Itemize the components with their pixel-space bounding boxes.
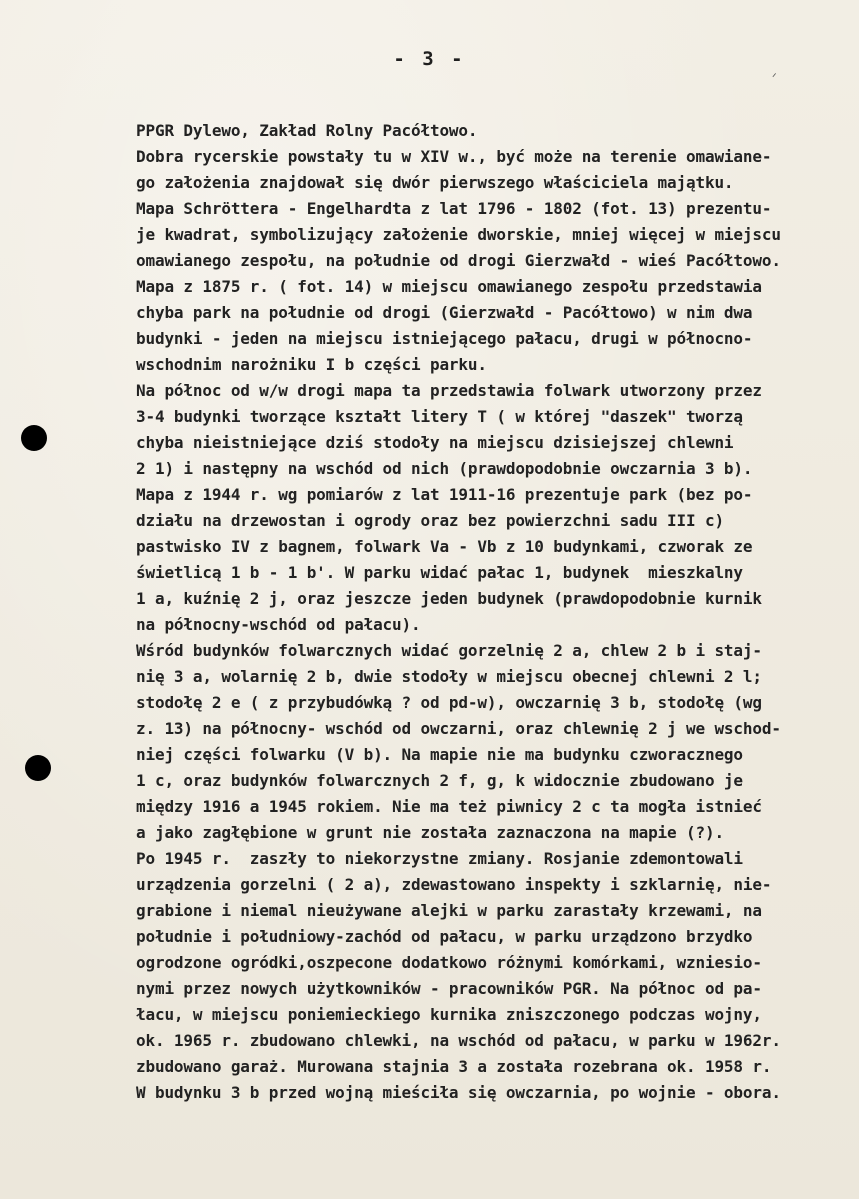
text-line: Na północ od w/w drogi mapa ta przedstawia folwark utworzony przez: [136, 381, 762, 400]
text-line: 1 a, kuźnię 2 j, oraz jeszcze jeden budynek (prawdopodobnie kurnik: [136, 589, 762, 608]
page-number: - 3 -: [393, 48, 466, 70]
text-line: niej części folwarku (V b). Na mapie nie ma budynku czworacznego: [136, 745, 743, 764]
text-line: budynki - jeden na miejscu istniejącego pałacu, drugi w północno-: [136, 329, 753, 348]
text-line: świetlicą 1 b - 1 b'. W parku widać pałac 1, budynek mieszkalny: [136, 563, 743, 582]
text-line: Po 1945 r. zaszły to niekorzystne zmiany. Rosjanie zdemontowali: [136, 849, 743, 868]
text-line: zbudowano garaż. Murowana stajnia 3 a została rozebrana ok. 1958 r.: [136, 1057, 772, 1076]
text-line: a jako zagłębione w grunt nie została zaznaczona na mapie (?).: [136, 823, 724, 842]
text-line: Mapa z 1875 r. ( fot. 14) w miejscu omawianego zespołu przedstawia: [136, 277, 762, 296]
text-line: go założenia znajdował się dwór pierwszego właściciela majątku.: [136, 173, 734, 192]
text-line: stodołę 2 e ( z przybudówką ? od pd-w), owczarnię 3 b, stodołę (wg: [136, 693, 762, 712]
text-line: łacu, w miejscu poniemieckiego kurnika zniszczonego podczas wojny,: [136, 1005, 762, 1024]
text-line: na północny-wschód od pałacu).: [136, 615, 421, 634]
text-line: 3-4 budynki tworzące kształt litery T ( w której "daszek" tworzą: [136, 407, 743, 426]
text-line: omawianego zespołu, na południe od drogi Gierzwałd - wieś Pacółtowo.: [136, 251, 781, 270]
text-line: chyba nieistniejące dziś stodoły na miejscu dzisiejszej chlewni: [136, 433, 734, 452]
stray-pen-mark: ᐟ: [772, 71, 777, 84]
text-line: pastwisko IV z bagnem, folwark Va - Vb z 10 budynkami, czworak ze: [136, 537, 753, 556]
document-heading: PPGR Dylewo, Zakład Rolny Pacółtowo.: [136, 121, 478, 140]
text-line: 2 1) i następny na wschód od nich (prawdopodobnie owczarnia 3 b).: [136, 459, 753, 478]
text-line: Mapa z 1944 r. wg pomiarów z lat 1911-16 prezentuje park (bez po-: [136, 485, 753, 504]
text-line: Dobra rycerskie powstały tu w XIV w., być może na terenie omawiane-: [136, 147, 772, 166]
text-line: między 1916 a 1945 rokiem. Nie ma też piwnicy 2 c ta mogła istnieć: [136, 797, 762, 816]
text-line: Wśród budynków folwarcznych widać gorzelnię 2 a, chlew 2 b i staj-: [136, 641, 762, 660]
punch-hole-icon: [25, 755, 51, 781]
text-line: Mapa Schröttera - Engelhardta z lat 1796 - 1802 (fot. 13) prezentu-: [136, 199, 772, 218]
text-lines: [136, 144, 856, 1106]
text-line: nię 3 a, wolarnię 2 b, dwie stodoły w miejscu obecnej chlewni 2 l;: [136, 667, 762, 686]
text-line: nymi przez nowych użytkowników - pracowników PGR. Na północ od pa-: [136, 979, 762, 998]
text-line: je kwadrat, symbolizujący założenie dworskie, mniej więcej w miejscu: [136, 225, 781, 244]
text-line: wschodnim narożniku I b części parku.: [136, 355, 487, 374]
text-line: południe i południowy-zachód od pałacu, w parku urządzono brzydko: [136, 927, 753, 946]
text-line: W budynku 3 b przed wojną mieściła się owczarnia, po wojnie - obora.: [136, 1083, 781, 1102]
text-line: ok. 1965 r. zbudowano chlewki, na wschód od pałacu, w parku w 1962r.: [136, 1031, 781, 1050]
text-line: chyba park na południe od drogi (Gierzwałd - Pacółtowo) w nim dwa: [136, 303, 753, 322]
text-line: ogrodzone ogródki,oszpecone dodatkowo różnymi komórkami, wzniesio-: [136, 953, 762, 972]
punch-hole-icon: [21, 425, 47, 451]
text-line: działu na drzewostan i ogrody oraz bez powierzchni sadu III c): [136, 511, 724, 530]
body-text: [136, 118, 856, 1106]
text-line: 1 c, oraz budynków folwarcznych 2 f, g, k widocznie zbudowano je: [136, 771, 743, 790]
text-line: grabione i niemal nieużywane alejki w parku zarastały krzewami, na: [136, 901, 762, 920]
text-line: z. 13) na północny- wschód od owczarni, oraz chlewnię 2 j we wschod-: [136, 719, 781, 738]
text-line: urządzenia gorzelni ( 2 a), zdewastowano inspekty i szklarnię, nie-: [136, 875, 772, 894]
